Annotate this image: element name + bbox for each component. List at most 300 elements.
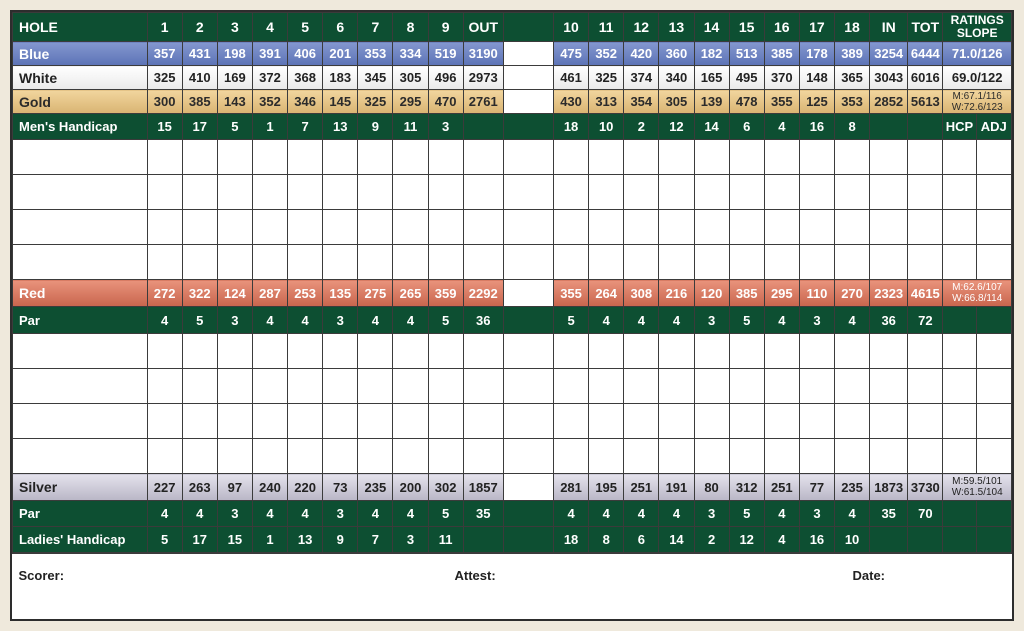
tot-score-cell[interactable]: [908, 175, 943, 210]
mens-handicap-row-hole-4: 1: [252, 114, 287, 140]
hcp-score-cell[interactable]: [943, 334, 976, 369]
score-cell[interactable]: [147, 404, 182, 439]
score-cell[interactable]: [764, 439, 799, 474]
player-name-cell[interactable]: [13, 210, 148, 245]
score-cell[interactable]: [764, 175, 799, 210]
mens-par-row-hole-10: 5: [554, 307, 589, 334]
score-cell[interactable]: [554, 210, 589, 245]
mens-handicap-row-in: [870, 114, 908, 140]
score-cell[interactable]: [323, 210, 358, 245]
red-tee-row-hole-11: 264: [589, 280, 624, 307]
mens-handicap-row-label: Men's Handicap: [13, 114, 148, 140]
silver-tee-row-hole-18: 235: [835, 474, 870, 501]
score-cell[interactable]: [182, 439, 217, 474]
score-cell[interactable]: [393, 245, 428, 280]
score-cell[interactable]: [799, 439, 834, 474]
score-cell[interactable]: [799, 175, 834, 210]
tot-score-cell[interactable]: [908, 404, 943, 439]
silver-tee-row-hole-4: 240: [252, 474, 287, 501]
silver-tee-row-hole-3: 97: [217, 474, 252, 501]
gold-tee-row-hole-6: 145: [323, 90, 358, 114]
score-cell[interactable]: [764, 369, 799, 404]
score-cell[interactable]: [694, 175, 729, 210]
hole-number: 6: [323, 13, 358, 42]
silver-tee-row-rating-men: M:59.5/101: [952, 476, 1003, 487]
score-cell[interactable]: [217, 175, 252, 210]
score-cell[interactable]: [393, 334, 428, 369]
score-cell[interactable]: [217, 140, 252, 175]
score-cell[interactable]: [288, 245, 323, 280]
hcp-score-cell[interactable]: [943, 369, 976, 404]
blue-tee-row-out: 3190: [463, 42, 503, 66]
score-cell[interactable]: [393, 140, 428, 175]
tot-score-cell[interactable]: [908, 369, 943, 404]
score-cell[interactable]: [624, 210, 659, 245]
silver-tee-row-hole-6: 73: [323, 474, 358, 501]
men-score-row[interactable]: [13, 210, 1012, 245]
ladies-par-row-hole-17: 3: [799, 501, 834, 527]
score-cell[interactable]: [799, 140, 834, 175]
score-cell[interactable]: [589, 140, 624, 175]
hole-number: 14: [694, 13, 729, 42]
men-score-row[interactable]: [13, 245, 1012, 280]
mens-handicap-row-hole-11: 10: [589, 114, 624, 140]
score-cell[interactable]: [323, 439, 358, 474]
score-cell[interactable]: [252, 404, 287, 439]
score-cell[interactable]: [182, 369, 217, 404]
score-cell[interactable]: [799, 245, 834, 280]
out-score-cell[interactable]: [463, 439, 503, 474]
score-cell[interactable]: [182, 210, 217, 245]
signature-row: [13, 553, 1012, 594]
hcp-score-cell[interactable]: [943, 210, 976, 245]
ladies-par-row-hole-10: 4: [554, 501, 589, 527]
out-score-cell[interactable]: [463, 369, 503, 404]
center-gap: [503, 527, 553, 554]
score-cell[interactable]: [659, 369, 694, 404]
out-header: OUT: [463, 13, 503, 42]
score-cell[interactable]: [393, 404, 428, 439]
score-cell[interactable]: [554, 245, 589, 280]
hcp-score-cell[interactable]: [943, 439, 976, 474]
men-score-row[interactable]: [13, 140, 1012, 175]
hcp-score-cell[interactable]: [943, 175, 976, 210]
ladies-handicap-row-hole-12: 6: [624, 527, 659, 554]
center-gap: [503, 210, 553, 245]
score-cell[interactable]: [217, 334, 252, 369]
score-cell[interactable]: [393, 439, 428, 474]
score-cell[interactable]: [554, 140, 589, 175]
score-cell[interactable]: [428, 175, 463, 210]
player-name-cell[interactable]: [13, 334, 148, 369]
score-cell[interactable]: [217, 439, 252, 474]
score-cell[interactable]: [554, 404, 589, 439]
score-cell[interactable]: [147, 210, 182, 245]
score-cell[interactable]: [147, 245, 182, 280]
hole-number: 4: [252, 13, 287, 42]
red-tee-row-hole-14: 120: [694, 280, 729, 307]
score-cell[interactable]: [659, 404, 694, 439]
silver-tee-row-hole-7: 235: [358, 474, 393, 501]
adj-score-cell[interactable]: [976, 404, 1011, 439]
white-tee-row-hole-11: 325: [589, 66, 624, 90]
score-cell[interactable]: [428, 369, 463, 404]
red-tee-row-out: 2292: [463, 280, 503, 307]
mens-handicap-row-hole-14: 14: [694, 114, 729, 140]
score-cell[interactable]: [393, 175, 428, 210]
score-cell[interactable]: [323, 140, 358, 175]
ladies-score-row[interactable]: [13, 439, 1012, 474]
score-cell[interactable]: [729, 369, 764, 404]
adj-score-cell[interactable]: [976, 334, 1011, 369]
score-cell[interactable]: [554, 439, 589, 474]
score-cell[interactable]: [589, 334, 624, 369]
mens-par-row-tot: 72: [908, 307, 943, 334]
in-score-cell[interactable]: [870, 404, 908, 439]
center-gap: [503, 140, 553, 175]
score-cell[interactable]: [624, 140, 659, 175]
hole-number: 12: [624, 13, 659, 42]
ladies-handicap-row-hole-18: 10: [835, 527, 870, 554]
white-tee-row-hole-4: 372: [252, 66, 287, 90]
gold-tee-row-hole-15: 478: [729, 90, 764, 114]
gold-tee-row-hole-8: 295: [393, 90, 428, 114]
silver-tee-row-hole-1: 227: [147, 474, 182, 501]
date-label: Date:: [852, 568, 886, 583]
score-cell[interactable]: [589, 369, 624, 404]
score-cell[interactable]: [393, 210, 428, 245]
score-cell[interactable]: [323, 404, 358, 439]
white-tee-row-rating: 69.0/122: [943, 66, 1012, 90]
score-cell[interactable]: [358, 404, 393, 439]
score-cell[interactable]: [694, 334, 729, 369]
score-cell[interactable]: [428, 439, 463, 474]
ladies-score-row[interactable]: [13, 369, 1012, 404]
score-cell[interactable]: [659, 210, 694, 245]
score-cell[interactable]: [182, 140, 217, 175]
ladies-handicap-row-hole-5: 13: [288, 527, 323, 554]
score-cell[interactable]: [729, 245, 764, 280]
adj-label: ADJ: [976, 114, 1011, 140]
score-cell[interactable]: [589, 439, 624, 474]
score-cell[interactable]: [252, 245, 287, 280]
ladies-par-row-hole-5: 4: [288, 501, 323, 527]
score-cell[interactable]: [835, 334, 870, 369]
score-cell[interactable]: [694, 140, 729, 175]
score-cell[interactable]: [694, 404, 729, 439]
tot-score-cell[interactable]: [908, 210, 943, 245]
tot-score-cell[interactable]: [908, 334, 943, 369]
score-cell[interactable]: [252, 210, 287, 245]
score-cell[interactable]: [835, 140, 870, 175]
out-score-cell[interactable]: [463, 404, 503, 439]
score-cell[interactable]: [147, 439, 182, 474]
score-cell[interactable]: [729, 334, 764, 369]
silver-tee-row-rating: [943, 474, 1012, 501]
score-cell[interactable]: [694, 439, 729, 474]
ladies-handicap-row-empty-2: [976, 527, 1011, 554]
score-cell[interactable]: [358, 210, 393, 245]
score-cell[interactable]: [835, 245, 870, 280]
score-cell[interactable]: [428, 404, 463, 439]
silver-tee-row-hole-12: 251: [624, 474, 659, 501]
score-cell[interactable]: [764, 404, 799, 439]
white-tee-row: [13, 66, 1012, 90]
score-cell[interactable]: [554, 334, 589, 369]
in-score-cell[interactable]: [870, 175, 908, 210]
score-cell[interactable]: [835, 439, 870, 474]
signature-cell: [13, 553, 1012, 594]
score-cell[interactable]: [428, 334, 463, 369]
scorecard-body: [13, 13, 1012, 554]
red-tee-row-hole-10: 355: [554, 280, 589, 307]
score-cell[interactable]: [288, 404, 323, 439]
red-tee-row-hole-8: 265: [393, 280, 428, 307]
score-cell[interactable]: [147, 369, 182, 404]
score-cell[interactable]: [428, 140, 463, 175]
ladies-score-row[interactable]: [13, 334, 1012, 369]
score-cell[interactable]: [624, 175, 659, 210]
center-gap: [503, 90, 553, 114]
score-cell[interactable]: [659, 439, 694, 474]
player-name-cell[interactable]: [13, 439, 148, 474]
score-cell[interactable]: [659, 245, 694, 280]
score-cell[interactable]: [624, 369, 659, 404]
score-cell[interactable]: [729, 439, 764, 474]
red-tee-row-label: Red: [13, 280, 148, 307]
scorecard-footer: [13, 553, 1012, 594]
red-tee-row-rating-men: M:62.6/107: [952, 282, 1003, 293]
score-cell[interactable]: [694, 210, 729, 245]
ladies-handicap-row-hole-10: 18: [554, 527, 589, 554]
gold-tee-row-hole-13: 305: [659, 90, 694, 114]
score-cell[interactable]: [288, 175, 323, 210]
in-score-cell[interactable]: [870, 210, 908, 245]
player-name-cell[interactable]: [13, 369, 148, 404]
blue-tee-row-in: 3254: [870, 42, 908, 66]
adj-score-cell[interactable]: [976, 439, 1011, 474]
score-cell[interactable]: [729, 140, 764, 175]
score-cell[interactable]: [589, 245, 624, 280]
ladies-handicap-row-hole-15: 12: [729, 527, 764, 554]
men-score-row[interactable]: [13, 175, 1012, 210]
silver-tee-row-rating-women: W:61.5/104: [951, 487, 1003, 498]
adj-score-cell[interactable]: [976, 140, 1011, 175]
center-gap: [503, 404, 553, 439]
score-cell[interactable]: [217, 210, 252, 245]
blue-tee-row-hole-10: 475: [554, 42, 589, 66]
score-cell[interactable]: [393, 369, 428, 404]
score-cell[interactable]: [358, 369, 393, 404]
adj-score-cell[interactable]: [976, 175, 1011, 210]
score-cell[interactable]: [624, 404, 659, 439]
in-score-cell[interactable]: [870, 245, 908, 280]
white-tee-row-hole-15: 495: [729, 66, 764, 90]
blue-tee-row-label: Blue: [13, 42, 148, 66]
score-cell[interactable]: [624, 334, 659, 369]
gold-tee-row-out: 2761: [463, 90, 503, 114]
score-cell[interactable]: [554, 369, 589, 404]
adj-score-cell[interactable]: [976, 369, 1011, 404]
score-cell[interactable]: [799, 369, 834, 404]
red-tee-row-hole-15: 385: [729, 280, 764, 307]
score-cell[interactable]: [182, 334, 217, 369]
in-header: IN: [870, 13, 908, 42]
out-score-cell[interactable]: [463, 175, 503, 210]
score-cell[interactable]: [589, 404, 624, 439]
center-gap: [503, 13, 553, 42]
blue-tee-row-hole-15: 513: [729, 42, 764, 66]
score-cell[interactable]: [835, 404, 870, 439]
tot-score-cell[interactable]: [908, 140, 943, 175]
score-cell[interactable]: [288, 369, 323, 404]
adj-score-cell[interactable]: [976, 245, 1011, 280]
gold-tee-row-hole-5: 346: [288, 90, 323, 114]
score-cell[interactable]: [659, 334, 694, 369]
in-score-cell[interactable]: [870, 439, 908, 474]
in-score-cell[interactable]: [870, 369, 908, 404]
red-tee-row-hole-17: 110: [799, 280, 834, 307]
score-cell[interactable]: [182, 404, 217, 439]
blue-tee-row-hole-7: 353: [358, 42, 393, 66]
tot-score-cell[interactable]: [908, 439, 943, 474]
score-cell[interactable]: [358, 439, 393, 474]
red-tee-row-hole-3: 124: [217, 280, 252, 307]
score-cell[interactable]: [729, 210, 764, 245]
score-cell[interactable]: [659, 140, 694, 175]
score-cell[interactable]: [799, 210, 834, 245]
mens-par-row-hole-15: 5: [729, 307, 764, 334]
score-cell[interactable]: [589, 175, 624, 210]
score-cell[interactable]: [799, 404, 834, 439]
mens-handicap-row-hole-8: 11: [393, 114, 428, 140]
score-cell[interactable]: [835, 369, 870, 404]
player-name-cell[interactable]: [13, 404, 148, 439]
score-cell[interactable]: [288, 439, 323, 474]
blue-tee-row-hole-5: 406: [288, 42, 323, 66]
score-cell[interactable]: [182, 175, 217, 210]
ladies-handicap-row-hole-13: 14: [659, 527, 694, 554]
out-score-cell[interactable]: [463, 210, 503, 245]
score-cell[interactable]: [358, 175, 393, 210]
hcp-score-cell[interactable]: [943, 140, 976, 175]
ladies-score-row[interactable]: [13, 404, 1012, 439]
score-cell[interactable]: [694, 245, 729, 280]
score-cell[interactable]: [428, 245, 463, 280]
center-gap: [503, 42, 553, 66]
score-cell[interactable]: [764, 140, 799, 175]
score-cell[interactable]: [288, 140, 323, 175]
gold-tee-row-hole-11: 313: [589, 90, 624, 114]
hcp-score-cell[interactable]: [943, 404, 976, 439]
score-cell[interactable]: [358, 334, 393, 369]
hole-number: 18: [835, 13, 870, 42]
ladies-handicap-row-hole-17: 16: [799, 527, 834, 554]
blue-tee-row-hole-4: 391: [252, 42, 287, 66]
score-cell[interactable]: [252, 175, 287, 210]
score-cell[interactable]: [764, 334, 799, 369]
score-cell[interactable]: [323, 245, 358, 280]
blue-tee-row-hole-8: 334: [393, 42, 428, 66]
score-cell[interactable]: [147, 334, 182, 369]
score-cell[interactable]: [217, 369, 252, 404]
score-cell[interactable]: [729, 404, 764, 439]
silver-tee-row-hole-11: 195: [589, 474, 624, 501]
mens-par-row-empty-1: [943, 307, 976, 334]
score-cell[interactable]: [764, 245, 799, 280]
score-cell[interactable]: [147, 175, 182, 210]
score-cell[interactable]: [323, 175, 358, 210]
score-cell[interactable]: [288, 210, 323, 245]
score-cell[interactable]: [323, 369, 358, 404]
score-cell[interactable]: [428, 210, 463, 245]
ladies-handicap-row-hole-1: 5: [147, 527, 182, 554]
tot-score-cell[interactable]: [908, 245, 943, 280]
score-cell[interactable]: [764, 210, 799, 245]
ladies-par-row-hole-1: 4: [147, 501, 182, 527]
score-cell[interactable]: [323, 334, 358, 369]
score-cell[interactable]: [288, 334, 323, 369]
score-cell[interactable]: [694, 369, 729, 404]
player-name-cell[interactable]: [13, 175, 148, 210]
score-cell[interactable]: [252, 439, 287, 474]
ladies-handicap-row-hole-4: 1: [252, 527, 287, 554]
score-cell[interactable]: [624, 439, 659, 474]
score-cell[interactable]: [252, 369, 287, 404]
score-cell[interactable]: [835, 175, 870, 210]
gold-tee-row-rating-men: M:67.1/116: [952, 90, 1002, 102]
mens-par-row-in: 36: [870, 307, 908, 334]
player-name-cell[interactable]: [13, 140, 148, 175]
player-name-cell[interactable]: [13, 245, 148, 280]
score-cell[interactable]: [659, 175, 694, 210]
adj-score-cell[interactable]: [976, 210, 1011, 245]
blue-tee-row-hole-2: 431: [182, 42, 217, 66]
score-cell[interactable]: [799, 334, 834, 369]
score-cell[interactable]: [252, 140, 287, 175]
score-cell[interactable]: [589, 210, 624, 245]
ladies-par-row: [13, 501, 1012, 527]
silver-tee-row-hole-16: 251: [764, 474, 799, 501]
score-cell[interactable]: [217, 245, 252, 280]
mens-par-row-hole-13: 4: [659, 307, 694, 334]
score-cell[interactable]: [554, 175, 589, 210]
hcp-score-cell[interactable]: [943, 245, 976, 280]
score-cell[interactable]: [835, 210, 870, 245]
silver-tee-row-out: 1857: [463, 474, 503, 501]
mens-par-row-hole-1: 4: [147, 307, 182, 334]
in-score-cell[interactable]: [870, 334, 908, 369]
score-cell[interactable]: [358, 140, 393, 175]
silver-tee-row: [13, 474, 1012, 501]
out-score-cell[interactable]: [463, 334, 503, 369]
in-score-cell[interactable]: [870, 140, 908, 175]
out-score-cell[interactable]: [463, 140, 503, 175]
score-cell[interactable]: [217, 404, 252, 439]
silver-tee-row-hole-9: 302: [428, 474, 463, 501]
mens-par-row-empty-2: [976, 307, 1011, 334]
score-cell[interactable]: [252, 334, 287, 369]
tot-header: TOT: [908, 13, 943, 42]
score-cell[interactable]: [358, 245, 393, 280]
out-score-cell[interactable]: [463, 245, 503, 280]
mens-par-row-hole-6: 3: [323, 307, 358, 334]
score-cell[interactable]: [147, 140, 182, 175]
score-cell[interactable]: [182, 245, 217, 280]
score-cell[interactable]: [624, 245, 659, 280]
silver-tee-row-hole-17: 77: [799, 474, 834, 501]
score-cell[interactable]: [729, 175, 764, 210]
